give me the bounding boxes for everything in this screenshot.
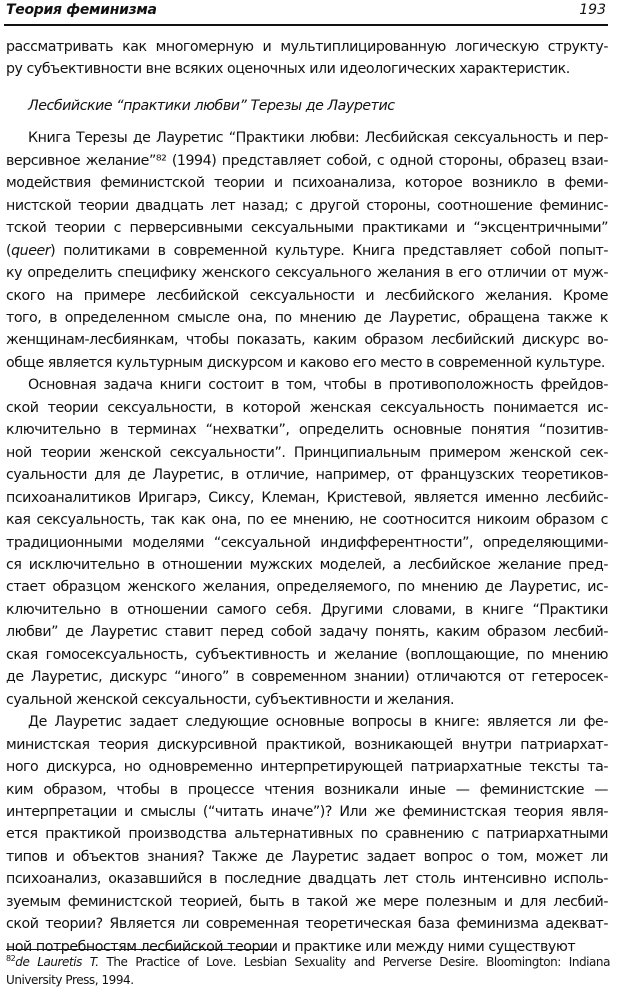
paragraph (6, 127, 608, 374)
footnote-marker: 82 (6, 954, 16, 963)
paragraph (6, 374, 608, 711)
section-heading: Лесбийские “практики любви” Терезы де Лауретис (28, 97, 395, 114)
text-line: министская теория дискурсивной практикой, возникающей внутри патриархат- (6, 736, 608, 753)
text-line: ской теории? Является ли современная теоретическая база феминизма адекват- (6, 916, 608, 933)
running-title: Теория феминизма (6, 2, 157, 18)
text-line: де Лауретис, дискурс “иного” в современном знании) отличаются от гетеросек- (6, 669, 608, 686)
text-line: ку определить специфику женского сексуального желания в его отличии от муж- (6, 265, 608, 282)
text-line: того, в определенном смысле она, по мнению де Лауретис, обращена также к (6, 309, 608, 326)
text-line: психоаналитиков Иригарэ, Сиксу, Клеман, Кристевой, является именно лесбийс- (6, 489, 608, 506)
text-line: суальной женской сексуальности, субъективности и желания. (6, 691, 455, 708)
text-line: ного дискурса, но одновременно интерпретирующей патриархатные тексты та- (6, 759, 608, 776)
text-line: нистской теории двадцать лет назад; с другой стороны, соотношение феминис- (6, 197, 608, 214)
text-line: ключительно в отношении самого себя. Другими словами, в книге “Практики (6, 601, 608, 618)
text-line: модействия феминистской теории и психоанализа, которое возникло в феми- (6, 175, 608, 192)
text-line: обще является культурным дискурсом и каково его место в современной культуре. (6, 354, 605, 371)
text-line: ется практикой производства альтернативных по сравнению с патриархатными (6, 826, 608, 843)
text-line: типов и объектов знания? Также де Лауретис задает вопрос о том, может ли (6, 848, 608, 865)
text-line: ной потребностям лесбийской теории и практике или между ними существуют (6, 938, 576, 955)
text-line: интерпретации и смыслы (“читать иначе”)? Или же феминистская теория явля- (6, 803, 608, 820)
text-line: рассматривать как многомерную и мультиплицированную логическую структу- (6, 39, 608, 55)
text-line: версивное желание”⁸² (1994) представляет собой, с одной стороны, образец взаи- (6, 152, 608, 169)
text-line: ся исключительно в отношении мужских моделей, а лесбийское желание пред- (6, 556, 608, 573)
text-line: психоанализ, оказавшийся в последние двадцать лет столь интенсивно исполь- (6, 871, 608, 888)
body-text (6, 36, 608, 958)
text-line: ского на примере лесбийской сексуальности и лесбийского желания. Кроме (6, 287, 608, 304)
text-line: кая сексуальность, так как она, по ее мнению, не соотносится никоим образом с (6, 512, 608, 529)
footnote-title: The Practice of Love. Lesbian Sexuality and Perverse Desire. Bloomington: Indiana (98, 955, 610, 969)
footnote-line: University Press, 1994. (6, 973, 134, 987)
text-line: ская гомосексуальность, субъективность и желание (воплощающие, по мнению (6, 646, 608, 663)
text-line: ким образом, чтобы в процессе чтения возникали иные — феминистские — (6, 781, 608, 798)
text-line: суальности для де Лауретис, в отличие, например, от французских теоретиков- (6, 467, 608, 484)
text-line: Книга Терезы де Лауретис “Практики любви: Лесбийская сексуальность и пер- (28, 130, 608, 147)
text-line: ру субъективности вне всяких оценочных или идеологических характеристик. (6, 61, 570, 78)
paragraphs (6, 127, 608, 958)
text-line: ключительно в терминах “нехватки”, определить основные понятия “позитив- (6, 422, 608, 439)
header-rule (4, 24, 608, 26)
text-line: Основная задача книги состоит в том, чтобы в противоположность фрейдов- (28, 377, 608, 394)
text-line: традиционными моделями “сексуальной индифферентности”, определяющими- (6, 534, 608, 551)
text-line: Де Лауретис задает следующие основные вопросы в книге: является ли фе- (28, 714, 608, 731)
footnote-rule (6, 949, 272, 950)
text-line: (queer) политиками в современной культуре. Книга представляет собой попыт- (6, 242, 608, 259)
text-line: любви” де Лауретис ставит перед собой задачу понять, каким образом лесбий- (6, 624, 608, 641)
footnote (6, 953, 610, 989)
text-line: ной теории женской сексуальности”. Принципиальным примером женской сек- (6, 444, 608, 461)
text-line: зуемым феминистской теорией, быть в такой же мере полезным и для лесбий- (6, 893, 608, 910)
footnote-author: de Lauretis T. (15, 955, 99, 969)
text-line: тской теории с перверсивными сексуальными практиками и “эксцентричными” (6, 220, 608, 237)
text-line: стает образцом женского желания, определяемого, по мнению де Лауретис, ис- (6, 579, 608, 596)
paragraph (6, 711, 608, 958)
text-line: женщинам-лесбиянкам, чтобы показать, каким образом лесбийский дискурс во- (6, 332, 608, 349)
intro-paragraph (6, 36, 608, 81)
emphasis: queer (11, 242, 51, 259)
text-line: ской теории сексуальности, в которой женская сексуальность понимается ис- (6, 399, 608, 416)
footnote-line (6, 953, 610, 971)
page-number: 193 (579, 2, 606, 18)
